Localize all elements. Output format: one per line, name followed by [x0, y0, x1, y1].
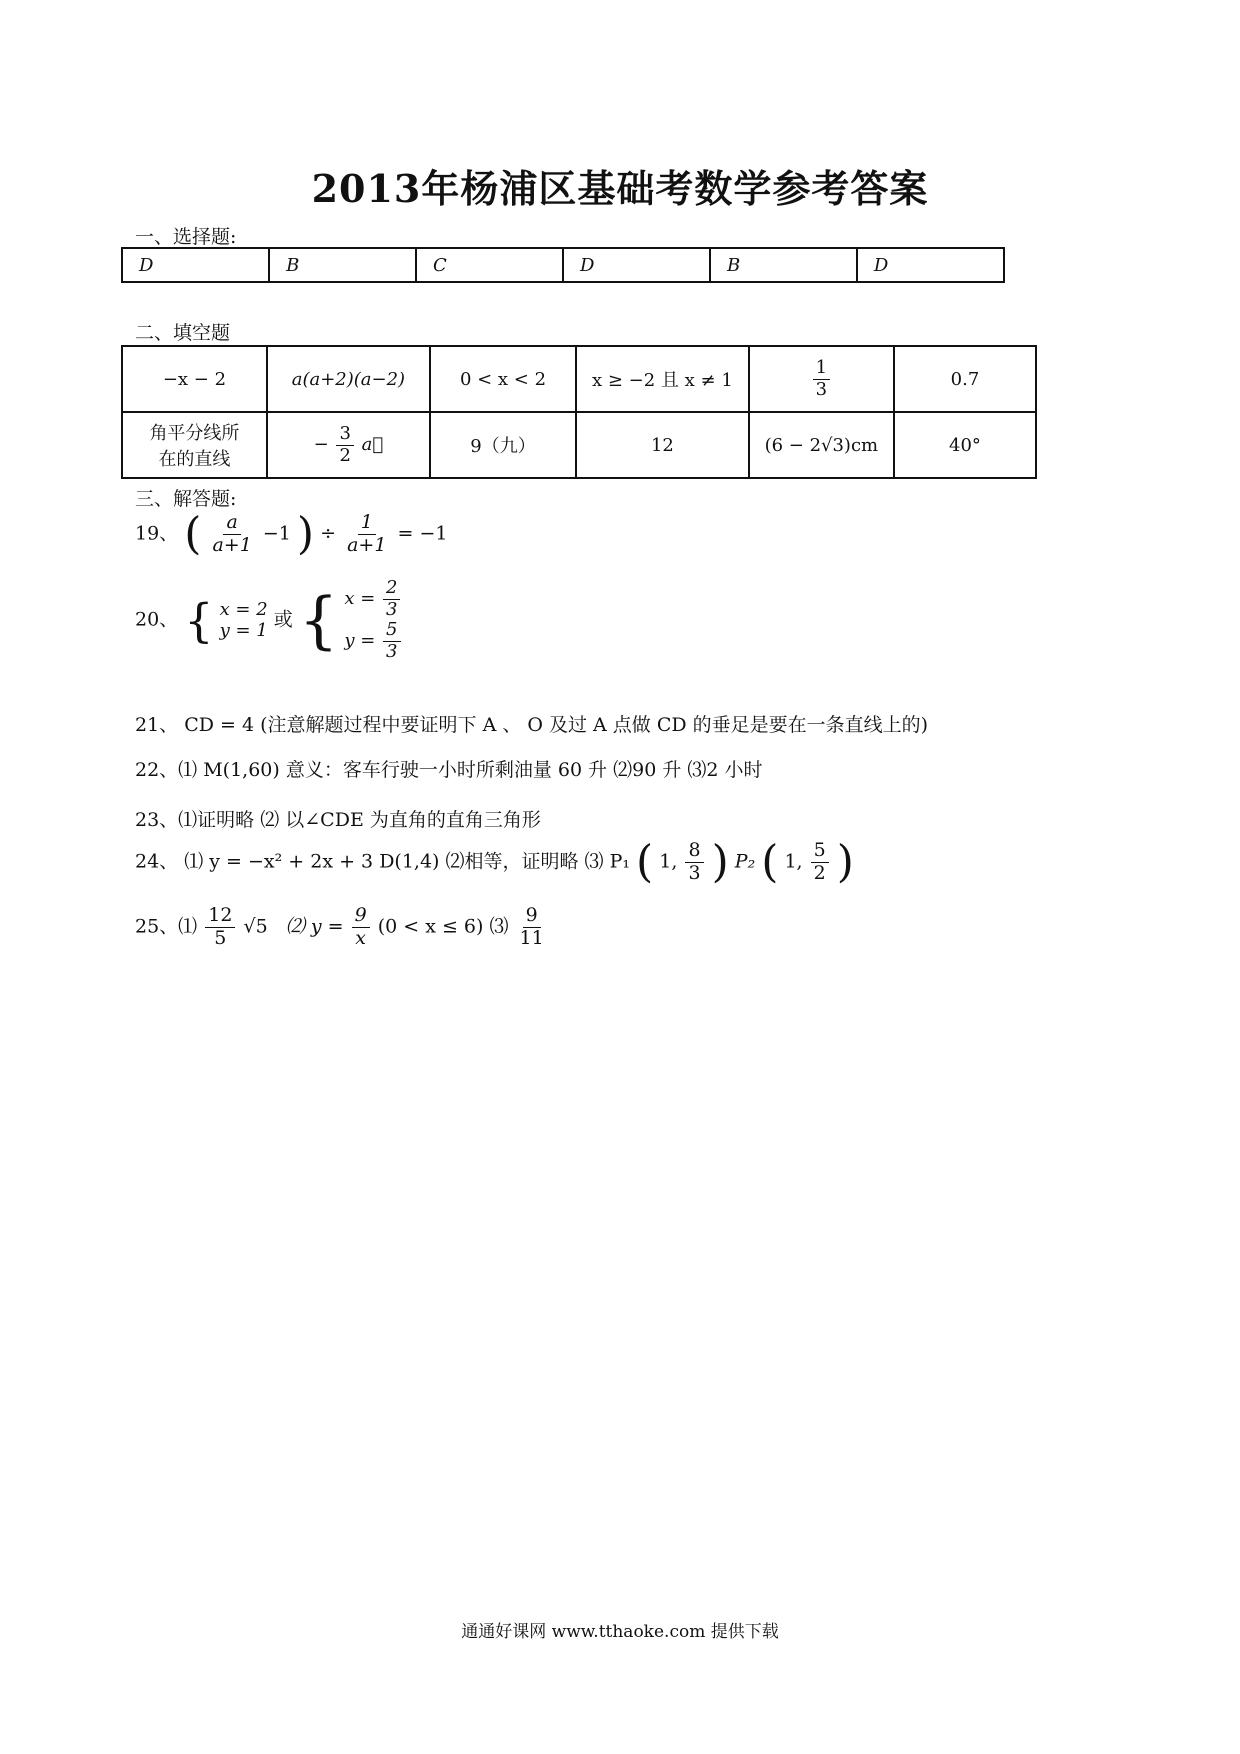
denominator: a+1 — [212, 533, 252, 556]
fill-cell: 0.7 — [894, 346, 1036, 412]
fill-cell: (6 − 2√3)cm — [749, 412, 894, 478]
fraction — [336, 424, 353, 466]
equation-system — [220, 599, 268, 641]
fill-cell: −x − 2 — [122, 346, 267, 412]
coordinate: 1, — [784, 850, 803, 873]
numerator: 5 — [383, 620, 400, 642]
fill-cell: 9（九） — [430, 412, 576, 478]
square-root: √5 — [243, 915, 268, 938]
paren-open: ( — [184, 508, 202, 560]
answer-20 — [135, 578, 403, 663]
numerator: 2 — [383, 578, 400, 600]
answer-part: ⑴ y = −x² + 2x + 3 D(1,4) ⑵相等，证明略 ⑶ P₁ — [184, 850, 630, 873]
numerator: 9 — [523, 905, 541, 928]
fraction — [811, 840, 829, 885]
fill-answer-table — [121, 345, 1037, 479]
equation-lhs: x = — [344, 588, 376, 610]
fill-cell: 0 < x < 2 — [430, 346, 576, 412]
fill-cell-line: 在的直线 — [158, 449, 231, 470]
fill-cell: a(a+2)(a−2) — [267, 346, 430, 412]
equation: y = 1 — [219, 620, 268, 642]
choice-cell: D — [122, 248, 269, 282]
numerator: a — [223, 512, 240, 535]
choice-cell: B — [710, 248, 857, 282]
fill-cell: 40° — [894, 412, 1036, 478]
minus-sign: − — [313, 434, 329, 455]
answer-19 — [135, 508, 448, 560]
term: −1 — [262, 522, 291, 545]
fill-cell-line: 角平分线所 — [149, 423, 240, 444]
fill-cell — [122, 412, 267, 478]
answer-23: 23、⑴证明略 ⑵ 以∠CDE 为直角的直角三角形 — [135, 809, 541, 831]
result: = −1 — [397, 522, 448, 545]
denominator: x — [355, 926, 366, 949]
section-fill-heading: 二、填空题 — [135, 322, 231, 344]
numerator: 5 — [811, 840, 829, 863]
fraction — [205, 905, 235, 950]
fill-cell: 12 — [576, 412, 749, 478]
answer-25 — [135, 905, 549, 950]
brace: { — [298, 583, 339, 657]
condition: (0 < x ≤ 6) — [377, 915, 484, 938]
fraction — [383, 620, 400, 662]
choice-cell: C — [416, 248, 563, 282]
equation-lhs: y = — [344, 630, 376, 652]
question-number: 24、 — [135, 850, 179, 873]
numerator: 12 — [205, 905, 235, 928]
denominator: 2 — [339, 444, 351, 466]
fraction — [352, 905, 370, 950]
or-word: 或 — [273, 608, 293, 631]
choice-answer-table — [121, 247, 1005, 283]
numerator: 9 — [352, 905, 370, 928]
numerator: 3 — [336, 424, 353, 446]
fraction — [209, 512, 254, 557]
fill-cell — [267, 412, 430, 478]
denominator: 2 — [813, 861, 826, 884]
paren-open: ( — [761, 836, 779, 888]
fill-cell — [749, 346, 894, 412]
denominator: 3 — [815, 378, 828, 400]
denominator: 3 — [386, 641, 398, 663]
paren-open: ( — [636, 836, 654, 888]
fraction — [517, 905, 547, 950]
answer-24 — [135, 836, 854, 888]
denominator: 5 — [214, 926, 227, 949]
choice-cell: D — [563, 248, 710, 282]
fraction — [685, 840, 703, 885]
page-title: 2013年杨浦区基础考数学参考答案 — [311, 166, 929, 211]
equation-system — [344, 578, 402, 663]
fraction — [813, 358, 830, 400]
answer-part: ⑶ — [489, 915, 509, 938]
denominator: a+1 — [347, 533, 387, 556]
choice-cell: B — [269, 248, 416, 282]
paren-close: ) — [836, 836, 854, 888]
numerator: 8 — [685, 840, 703, 863]
paren-close: ) — [711, 836, 729, 888]
question-number: 19、 — [135, 522, 179, 545]
answer-22: 22、⑴ M(1,60) 意义：客车行驶一小时所剩油量 60 升 ⑵90 升 ⑶2 小时 — [135, 759, 763, 781]
equation: x = 2 — [219, 599, 268, 621]
section-solve-heading: 三、解答题: — [135, 488, 237, 510]
point-label: P₂ — [734, 850, 756, 873]
paren-close: ) — [296, 508, 315, 560]
vector-a: a⃗ — [361, 434, 384, 455]
fraction — [383, 578, 400, 620]
answer-21: 21、 CD = 4 (注意解题过程中要证明下 A 、 O 及过 A 点做 CD 的垂足是要在一条直线上的) — [135, 714, 929, 736]
fraction — [344, 512, 389, 557]
numerator: 1 — [358, 512, 376, 535]
coordinate: 1, — [659, 850, 678, 873]
divide-sign: ÷ — [320, 522, 337, 545]
section-choice-heading: 一、选择题: — [135, 226, 237, 248]
equation — [344, 620, 402, 662]
question-number: 25、⑴ — [135, 915, 198, 938]
choice-cell: D — [857, 248, 1004, 282]
footer-credit: 通通好课网 www.tthaoke.com 提供下载 — [461, 1622, 779, 1642]
brace: { — [184, 593, 214, 648]
denominator: 11 — [519, 926, 544, 949]
equation — [344, 578, 402, 620]
numerator: 1 — [813, 358, 830, 380]
fill-cell: x ≥ −2 且 x ≠ 1 — [576, 346, 749, 412]
question-number: 20、 — [135, 608, 179, 631]
answer-part: ⑵ y = — [285, 915, 344, 938]
denominator: 3 — [386, 598, 398, 620]
denominator: 3 — [688, 861, 701, 884]
